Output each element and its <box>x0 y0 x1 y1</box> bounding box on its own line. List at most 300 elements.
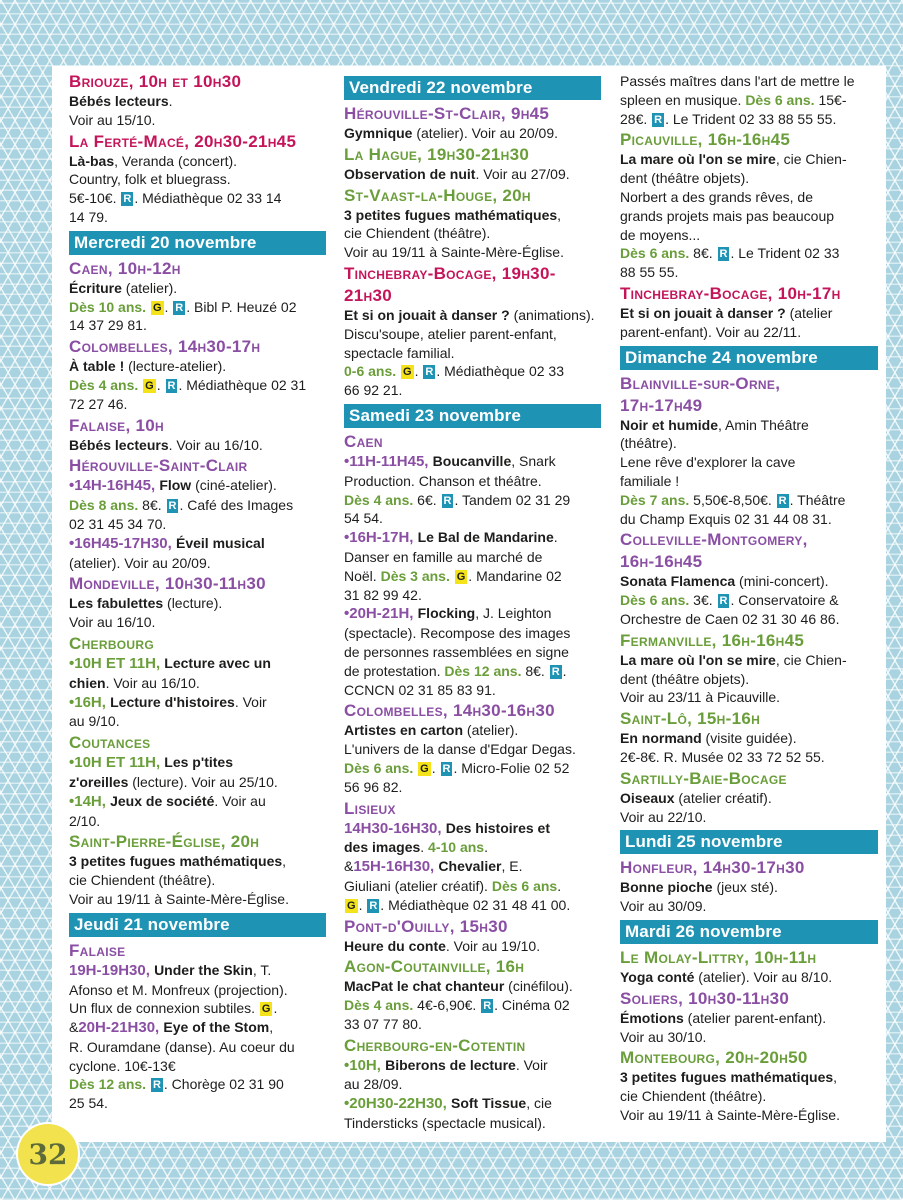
event-text: , Veranda (concert). <box>114 152 238 169</box>
event-text: 8€. <box>138 497 166 514</box>
event-text: . <box>484 839 488 856</box>
event-location-heading: Falaise, 10h <box>69 415 165 435</box>
event-text-line <box>344 452 601 472</box>
reservation-badge: R <box>551 665 560 678</box>
event-text <box>450 568 454 584</box>
event-title: Bébés lecteurs <box>69 93 169 109</box>
event-entry <box>620 284 878 342</box>
event-entry <box>69 132 326 227</box>
event-location-heading: Cherbourg <box>69 633 154 653</box>
event-entry <box>620 709 878 767</box>
event-text-line <box>344 1075 601 1094</box>
event-text: Un flux de connexion subtiles. <box>69 1000 259 1017</box>
event-text: (atelier). <box>121 279 178 296</box>
free-badge: G <box>261 1003 271 1016</box>
event-text: (atelier). <box>463 722 519 739</box>
free-badge: G <box>403 366 412 379</box>
event-text: cyclone. 10€-13€ <box>69 1057 176 1074</box>
event-title: Bonne pioche <box>620 879 713 896</box>
reservation-badge: R <box>369 899 378 912</box>
event-entry <box>69 259 326 335</box>
event-text-line <box>620 610 878 629</box>
event-entry <box>344 432 601 699</box>
agenda-column-3 <box>620 72 878 1127</box>
event-text-line <box>69 534 326 554</box>
event-text: . Voir au 27/09. <box>475 165 570 182</box>
event-text: . <box>431 759 440 776</box>
event-entry <box>69 456 326 572</box>
event-text-line <box>344 306 601 325</box>
event-text: cie Chiendent (théâtre). <box>620 1088 767 1105</box>
event-location-heading: Colombelles, 14h30-16h30 <box>344 701 555 721</box>
age-label: Dès 7 ans. <box>620 491 690 508</box>
event-text: , E. <box>501 858 523 875</box>
event-entry <box>620 530 878 550</box>
event-text: , cie Chien- <box>775 651 847 668</box>
age-label: Dès 6 ans. <box>344 759 414 776</box>
event-title: Et si on jouait à danser ? <box>344 306 510 323</box>
event-text: Discu'soupe, atelier parent-enfant, <box>344 325 557 342</box>
event-text: (jeux sté). <box>712 879 778 896</box>
event-time: •14H-16H45, <box>69 477 160 495</box>
event-title: Bébés lecteurs <box>69 436 169 453</box>
event-text-line <box>69 357 326 376</box>
event-text-line <box>620 651 878 670</box>
event-text: Passés maîtres dans l'art de mettre le <box>620 73 855 89</box>
event-text: Voir au 19/11 à Sainte-Mère-Église. <box>69 890 289 907</box>
event-text: Voir au 30/10. <box>620 1028 707 1045</box>
event-text-line <box>620 72 878 91</box>
event-text <box>396 363 400 379</box>
event-text-line <box>69 753 326 773</box>
event-text: Noël. <box>344 567 381 584</box>
event-location-heading: 21h30 <box>344 285 392 305</box>
event-text: 31 82 99 42. <box>344 586 422 603</box>
event-text-line <box>69 152 326 171</box>
event-text-line <box>69 812 326 831</box>
event-text-line <box>69 999 326 1018</box>
event-text: . <box>553 529 558 546</box>
age-label: Dès 6 ans. <box>745 91 815 108</box>
event-location-heading: Agon-Coutainville, 16h <box>344 957 525 977</box>
event-text: Voir au 19/11 à Sainte-Mère-Église. <box>344 244 564 261</box>
event-text-line <box>344 624 601 643</box>
event-text-line <box>620 688 878 707</box>
event-text-line <box>620 150 878 169</box>
event-text-line <box>69 111 326 130</box>
event-title: Eye of the Stom <box>163 1019 270 1036</box>
event-text-line <box>69 773 326 792</box>
event-text: Norbert a des grands rêves, de <box>620 188 813 205</box>
event-text-line <box>344 206 601 225</box>
event-text: (atelier). Voir au 20/09. <box>412 125 558 141</box>
event-text: . Voir au 16/10. <box>105 674 200 691</box>
event-text: dent (théâtre objets). <box>620 670 750 687</box>
event-text: 25 54. <box>69 1095 108 1112</box>
event-text-line <box>620 670 878 689</box>
event-text-line <box>344 325 601 344</box>
age-label: 0-6 ans. <box>344 363 397 380</box>
event-entry <box>620 948 878 987</box>
event-text-line <box>69 316 326 335</box>
event-text: . <box>168 93 173 109</box>
event-text-line <box>69 981 326 1000</box>
event-text: . Le Trident 02 33 88 55 55. <box>665 110 837 127</box>
event-text-line <box>344 491 601 510</box>
event-location-heading: La Hague, 19h30-21h30 <box>344 144 530 164</box>
event-text: . Le Trident 02 33 <box>730 245 840 262</box>
event-text: . Médiathèque 02 31 48 41 00. <box>380 896 571 913</box>
agenda-column-1 <box>69 72 326 1115</box>
event-location-heading: Mondeville, 10h30-11h30 <box>69 574 266 594</box>
event-text: (atelier <box>785 304 833 321</box>
event-text: CCNCN 02 31 85 83 91. <box>344 681 496 698</box>
event-text-line <box>69 92 326 111</box>
event-location-heading: Honfleur, 14h30-17h30 <box>620 858 805 878</box>
event-text: Voir au 16/10. <box>69 614 156 631</box>
event-text-line <box>69 792 326 812</box>
event-text: . Micro-Folie 02 52 <box>453 759 570 776</box>
event-time: •10H ET 11H, <box>69 754 165 772</box>
event-text-line <box>69 170 326 189</box>
event-text: familiale ! <box>620 472 680 489</box>
event-entry <box>69 416 326 455</box>
event-text: 14 37 29 81. <box>69 317 147 334</box>
event-title: Lecture d'histoires <box>110 693 235 710</box>
event-location-heading: Falaise <box>69 940 126 960</box>
event-text-line <box>344 362 601 381</box>
reservation-badge: R <box>778 494 787 507</box>
event-text: . Conservatoire & <box>730 592 839 609</box>
event-title: Écriture <box>69 279 122 296</box>
event-title: MacPat le chat chanteur <box>344 978 505 995</box>
event-text-line <box>620 878 878 897</box>
event-text-line <box>69 554 326 573</box>
free-badge: G <box>145 379 154 392</box>
event-text: (théâtre). <box>620 435 677 452</box>
event-text: Country, folk et bluegrass. <box>69 171 231 188</box>
event-text-line <box>344 721 601 740</box>
event-text-line <box>620 244 878 263</box>
event-text: 14 79. <box>69 208 108 225</box>
event-title: Le Bal de Mandarine <box>417 529 554 546</box>
event-text: grands projets mais pas beaucoup <box>620 207 835 224</box>
event-text-line <box>344 567 601 586</box>
reservation-badge: R <box>152 1079 161 1092</box>
event-text-line <box>69 1057 326 1076</box>
event-text-line <box>344 778 601 797</box>
event-title: Sonata Flamenca <box>620 573 736 590</box>
event-text-line <box>620 434 878 453</box>
event-text: Tindersticks (spectacle musical). <box>344 1115 546 1132</box>
event-text-line <box>69 961 326 981</box>
event-text: 8€. <box>689 245 717 262</box>
age-label: Dès 12 ans. <box>444 662 522 679</box>
event-text-line <box>620 1106 878 1125</box>
event-text-line <box>620 188 878 207</box>
event-title: Flocking <box>417 605 476 622</box>
event-location-heading: Sartilly-Baie-Bocage <box>620 768 787 788</box>
event-text: . <box>156 376 165 393</box>
event-text: 8€. <box>521 662 549 679</box>
event-text: spectacle familial. <box>344 344 455 361</box>
event-time: •20H30-22H30, <box>344 1095 451 1113</box>
event-text-line <box>344 344 601 363</box>
event-text: Voir au 23/11 à Picauville. <box>620 689 781 706</box>
event-title: Éveil musical <box>176 534 265 551</box>
event-entry <box>620 858 878 916</box>
free-badge: G <box>420 762 429 775</box>
event-text: . <box>273 1000 278 1017</box>
event-location-heading: Blainville-sur-Orne, <box>620 373 781 393</box>
agenda-column-2 <box>344 72 601 1135</box>
event-entry <box>344 957 601 1033</box>
event-text: (cinéfilou). <box>504 978 573 995</box>
event-text-line <box>69 395 326 414</box>
event-text: (animations). <box>509 306 595 323</box>
event-text: (ciné-atelier). <box>191 477 277 494</box>
event-title: Heure du conte <box>344 937 446 954</box>
event-title: Biberons de lecture <box>385 1056 516 1073</box>
event-text: L'univers de la danse d'Edgar Degas. <box>344 741 576 758</box>
event-text: . Chorège 02 31 90 <box>163 1076 284 1093</box>
event-title: Les fabulettes <box>69 595 164 612</box>
event-entry <box>620 1048 878 1124</box>
event-text: R. Ouramdane (danse). Au coeur du <box>69 1038 295 1055</box>
event-text: . Voir au 16/10. <box>168 436 263 453</box>
event-text: Voir au 19/11 à Sainte-Mère-Église. <box>620 1106 840 1123</box>
event-text-line <box>620 226 878 245</box>
event-location-heading: Lisieux <box>344 798 396 818</box>
age-label: Dès 12 ans. <box>69 1076 147 1093</box>
event-time: 14H30-16H30, <box>344 819 446 837</box>
event-text: parent-enfant). Voir au 22/11. <box>620 323 802 340</box>
event-text-line <box>69 1018 326 1038</box>
event-text: Giuliani (atelier créatif). <box>344 877 492 894</box>
event-entry <box>620 396 878 529</box>
event-text-line <box>69 298 326 317</box>
event-entry <box>620 374 878 394</box>
event-text: au 28/09. <box>344 1076 403 1093</box>
event-title: z'oreilles <box>69 773 129 790</box>
reservation-badge: R <box>719 595 728 608</box>
event-text-line <box>69 376 326 395</box>
event-location-heading: Hérouville-Saint-Clair <box>69 456 248 476</box>
event-text-line <box>344 740 601 759</box>
event-title: Flow <box>159 477 192 494</box>
event-text-line <box>69 436 326 455</box>
event-entry <box>69 832 326 908</box>
event-text: , <box>557 206 562 223</box>
event-text: (lecture-atelier). <box>124 358 227 375</box>
event-entry <box>69 72 326 130</box>
event-text: du Champ Exquis 02 31 44 08 31. <box>620 510 832 527</box>
event-text-line <box>344 819 601 839</box>
event-text-line <box>69 1094 326 1113</box>
event-text-line <box>344 681 601 700</box>
event-text: . Théâtre <box>789 491 846 508</box>
event-text-line <box>620 897 878 916</box>
event-title: Émotions <box>620 1009 684 1026</box>
event-entry <box>344 799 601 915</box>
event-text-line <box>620 110 878 129</box>
event-entry <box>69 337 326 413</box>
age-label: Dès 8 ans. <box>69 497 139 514</box>
event-text: . Café des Images <box>179 497 294 514</box>
event-text-line <box>344 528 601 548</box>
reservation-badge: R <box>175 301 184 314</box>
event-text: Voir au 22/10. <box>620 808 707 825</box>
event-text-line <box>620 263 878 282</box>
event-text-line <box>620 323 878 342</box>
event-entry <box>69 634 326 731</box>
event-text: . <box>562 662 567 679</box>
event-text-line <box>69 594 326 613</box>
event-text: . Voir <box>234 693 267 710</box>
event-text-line <box>620 1028 878 1047</box>
event-location-heading: Colombelles, 14h30-17h <box>69 337 261 357</box>
event-text-line <box>69 476 326 496</box>
event-title: Lecture avec un <box>164 654 271 671</box>
event-text: Afonso et M. Monfreux (projection). <box>69 981 288 998</box>
event-text: . Cinéma 02 <box>494 997 570 1014</box>
event-entry <box>344 1036 601 1133</box>
event-text-line <box>69 1038 326 1057</box>
event-text: 15€- <box>814 91 847 108</box>
event-text: (lecture). Voir au 25/10. <box>128 773 278 790</box>
event-text: 54 54. <box>344 510 383 527</box>
event-entry <box>344 264 601 284</box>
event-text: de personnes rassemblées en signe <box>344 643 569 660</box>
event-entry <box>69 733 326 830</box>
event-text-line <box>620 416 878 435</box>
event-text: cie Chiendent (théâtre). <box>344 225 491 242</box>
event-entry <box>69 574 326 632</box>
event-text: . Tandem 02 31 29 <box>454 491 571 508</box>
event-time: 15H-16H30, <box>353 858 439 876</box>
event-text-line <box>620 572 878 591</box>
event-text-line <box>344 877 601 896</box>
event-text-line <box>620 1009 878 1028</box>
event-time: 19H-19H30, <box>69 961 155 979</box>
event-text: . Voir au <box>214 792 266 809</box>
event-text-line <box>344 996 601 1015</box>
event-text-line <box>344 548 601 567</box>
event-text: cie Chiendent (théâtre). <box>69 872 216 889</box>
event-text: 2€-8€. R. Musée 02 33 72 52 55. <box>620 748 825 765</box>
event-title: 3 petites fugues mathématiques <box>620 1069 834 1086</box>
event-text-line <box>620 789 878 808</box>
event-title: Boucanville <box>432 452 512 469</box>
event-title: Les p'tites <box>164 754 233 771</box>
event-text-line <box>620 91 878 110</box>
event-title: Et si on jouait à danser ? <box>620 304 786 321</box>
event-title: Under the Skin <box>154 961 253 978</box>
event-title: À table ! <box>69 358 125 375</box>
event-text: . Voir <box>515 1056 548 1073</box>
event-location-heading: Fermanville, 16h-16h45 <box>620 630 805 650</box>
event-text-line <box>620 453 878 472</box>
event-entry <box>620 130 878 282</box>
agenda-page <box>52 66 886 1142</box>
day-section-header: Dimanche 24 novembre <box>620 346 878 370</box>
event-text: au 9/10. <box>69 713 120 730</box>
event-text: , Amin Théâtre <box>718 416 809 433</box>
event-text-line <box>344 1114 601 1133</box>
event-title: Soft Tissue <box>451 1095 527 1112</box>
event-text: Production. Chanson et théâtre. <box>344 472 542 489</box>
event-text-line <box>69 712 326 731</box>
event-text-line <box>620 304 878 323</box>
event-text <box>138 377 142 393</box>
event-title: chien <box>69 674 106 691</box>
event-location-heading: 17h-17h49 <box>620 395 703 415</box>
age-label: Dès 6 ans <box>491 877 558 894</box>
event-entry <box>620 631 878 707</box>
event-text-line <box>69 852 326 871</box>
event-title: Là-bas <box>69 152 115 169</box>
event-text: Lene rêve d'explorer la cave <box>620 454 796 471</box>
event-text: , <box>833 1069 838 1086</box>
event-location-heading: Saint-Lô, 15h-16h <box>620 709 761 729</box>
age-label: 4-10 ans <box>428 839 485 856</box>
event-text-line <box>69 693 326 713</box>
event-time: •16H, <box>69 693 111 711</box>
event-text-line <box>620 472 878 491</box>
event-text-line <box>69 654 326 674</box>
event-text: 56 96 82. <box>344 778 403 795</box>
event-text-line <box>344 977 601 996</box>
event-text-line <box>344 381 601 400</box>
event-text-line <box>69 674 326 693</box>
event-text: (mini-concert). <box>735 573 829 590</box>
event-text: , J. Leighton <box>475 605 552 622</box>
event-text: spleen en musique. <box>620 91 746 108</box>
event-text: . Bibl P. Heuzé 02 <box>186 298 297 315</box>
age-label: Dès 6 ans. <box>620 592 690 609</box>
event-entry <box>344 701 601 796</box>
event-time: •10H ET 11H, <box>69 654 165 672</box>
event-entry <box>69 941 326 1113</box>
event-text: Voir au 30/09. <box>620 898 707 915</box>
event-text-line <box>69 208 326 227</box>
event-text: (lecture). <box>163 595 223 612</box>
event-text-line <box>69 189 326 208</box>
event-text-line <box>620 207 878 226</box>
event-title: La mare où l'on se mire <box>620 151 776 168</box>
free-badge: G <box>347 899 356 912</box>
event-text: . Mandarine 02 <box>468 567 562 584</box>
event-title: Gymnique <box>344 125 413 141</box>
event-text-line <box>344 838 601 857</box>
event-location-heading: Caen, 10h-12h <box>69 258 181 278</box>
event-text-line <box>620 1087 878 1106</box>
event-text: (spectacle). Recompose des images <box>344 625 571 642</box>
event-text-line <box>344 586 601 605</box>
event-title: 3 petites fugues mathématiques <box>69 853 283 870</box>
event-text: & <box>69 1019 79 1036</box>
reservation-badge: R <box>442 762 451 775</box>
age-label: Dès 10 ans. <box>69 298 147 315</box>
event-text: . Médiathèque 02 33 <box>436 363 564 380</box>
event-text-line <box>620 748 878 767</box>
event-title: La mare où l'on se mire <box>620 651 776 668</box>
event-text: 5€-10€. <box>69 190 121 207</box>
event-text-line <box>344 243 601 262</box>
event-text-line <box>69 871 326 890</box>
event-title: 3 petites fugues mathématiques <box>344 206 558 223</box>
event-time: •16H-17H, <box>344 529 418 547</box>
